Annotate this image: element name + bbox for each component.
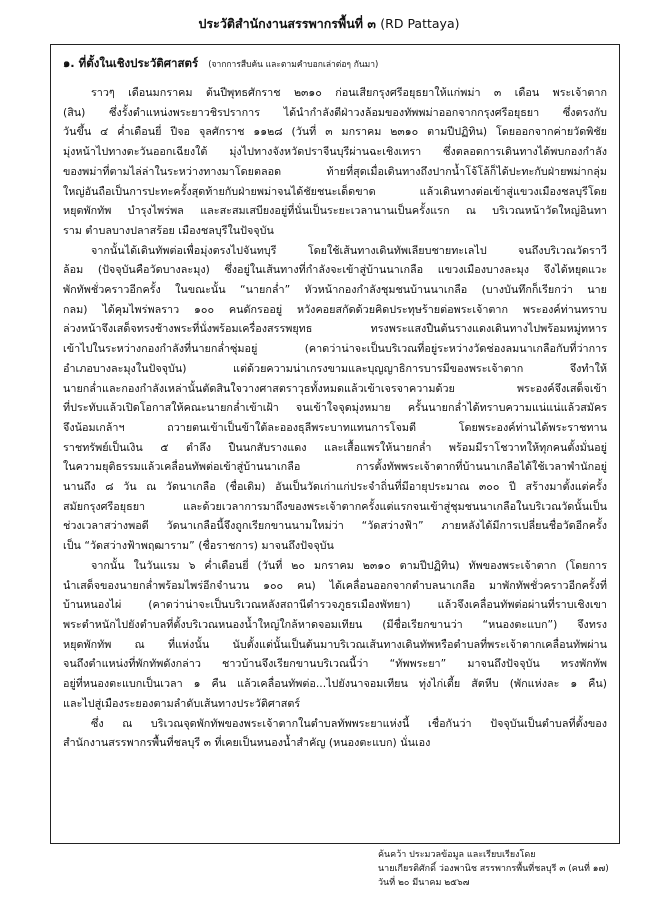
signature-line-3: วันที่ ๒๐ มีนาคม ๒๕๖๗ (378, 878, 470, 888)
source-note: (จากการสืบค้น และตามคำบอกเล่าต่อๆ กันมา) (208, 60, 379, 70)
paragraph-line: ที่ประทับแล้วเปิดโอกาสให้คณะนายกล่ำเข้าเฝ้า จนเข้าใจจุดมุ่งหมาย ครั้นนายกล่ำได้ทราบความแน่แน่แล้วสมัคร (63, 401, 607, 415)
signature-line-2: นายเกียรติศักดิ์ ว่องพานิช สรรพากรพื้นที่ชลบุรี ๓ (คนที่ ๑๗) (378, 864, 609, 874)
title-english: (RD Pattaya) (380, 16, 460, 31)
paragraph-line: ใหญ่อันถือเป็นการปะทะครั้งสุดท้ายกับฝ่ายพม่าจนได้ชัยชนะเด็ดขาด แล้วเดินทางต่อเข้าสู่แขวงเมืองชลบุรีโดย (63, 184, 607, 198)
paragraph-line: จึงน้อมเกล้าฯ ถวายตนเข้าเป็นข้าใต้ละอองธุลีพระบาทแทนการโจมตี โดยพระองค์ท่านได้พระราชทาน (63, 420, 607, 434)
paragraph-line: ล่วงหน้าจึงเสด็จทรงช้างพระที่นั่งพร้อมเครื่องสรรพยุทธ ทรงพระแสงปืนต้นรางแดงเดินทางไปพร้อมหมู่ทหาร (63, 322, 607, 336)
content-box (50, 44, 620, 844)
paragraph-line: วันขึ้น ๔ ค่ำเดือนยี่ ปีจอ จุลศักราช ๑๑๒๘ (วันที่ ๓ มกราคม ๒๓๑๐ ตามปีปฏิทิน) โดยออกจากค่ายวัดพิชัย (63, 125, 607, 139)
paragraph-line: สมัยกรุงศรีอยุธยา และด้วยเวลาการมาถึงของพระเจ้าตากครั้งแต่แรกจนเข้าสู่ชุมชนนาเกลือในบริเวณวัดนั้นเป็น (63, 499, 607, 513)
page-title (0, 14, 658, 34)
paragraph-line: หยุดพักทัพ บำรุงไพร่พล และสะสมเสบียงอยู่ที่นั่นเป็นระยะเวลานานเป็นครั้งแรก ณ บริเวณหน้าวัดใหญ่อินทา (63, 204, 607, 218)
paragraph (63, 83, 607, 241)
paragraph (63, 714, 607, 753)
paragraph-line: นานถึง ๘ วัน ณ วัดนาเกลือ (ชื่อเดิม) อันเป็นวัดเก่าแก่ประจำถิ่นที่มีอายุประมาณ ๓๐๐ ปี สร้างมาตั้งแต่ครั้ง (63, 480, 607, 494)
paragraph-line: (สิน) ซึ่งรั้งตำแหน่งพระยาวชิรปราการ ได้นำกำลังตีฝ่าวงล้อมของทัพพม่าออกจากกรุงศรีอยุธยา ซึ่งตรงกับ (63, 105, 607, 119)
section-heading-text: ๑. ที่ตั้งในเชิงประวัติศาสตร์ (63, 56, 199, 70)
paragraph-line: กลม) ได้คุมไพร่พลราว ๑๐๐ คนดักรออยู่ หวังคอยสกัดด้วยคิดประทุษร้ายต่อพระเจ้าตาก พระองค์ท่านทราบ (63, 302, 607, 316)
paragraph-line: หยุดพักทัพ ณ ที่แห่งนั้น นับตั้งแต่นั้นเป็นต้นมาบริเวณเส้นทางเดินทัพหรือตำบลที่พระเจ้าตากเคลื่อนทัพผ่าน (63, 637, 607, 651)
paragraph (63, 556, 607, 714)
paragraph-line: ซึ่ง ณ บริเวณจุดพักทัพของพระเจ้าตากในตำบลทัพพระยาแห่งนี้ เชื่อกันว่า ปัจจุบันเป็นตำบลที่ตั้งของ (91, 716, 607, 730)
paragraph-line: จากนั้น ในวันแรม ๖ ค่ำเดือนยี่ (วันที่ ๒๐ มกราคม ๒๓๑๐ ตามปีปฏิทิน) ทัพของพระเจ้าตาก (โดยการ (91, 558, 607, 572)
title-thai: ประวัติสำนักงานสรรพากรพื้นที่ ๓ (198, 16, 376, 31)
section-heading (63, 55, 607, 73)
paragraph-line: ในความยุติธรรมแล้วเคลื่อนทัพต่อเข้าสู่บ้านนาเกลือ การตั้งทัพพระเจ้าตากที่บ้านนาเกลือได้ใช้เวลาพำนักอยู่ (63, 460, 607, 474)
paragraph (63, 241, 607, 556)
paragraph-line: ราชทรัพย์เป็นเงิน ๕ ตำลึง ปืนนกสับรางแดง และเสื้อแพรให้นายกล่ำ พร้อมมีราโชวาทให้ทุกคนตั้งมั่นอยู่ (63, 440, 607, 454)
paragraph-line: พระตำหนักไปยังตำบลที่ตั้งบริเวณหนองน้ำใหญ่ใกล้หาดจอมเทียน (มีชื่อเรียกขานว่า “หนองตะแบก”) จึงทรง (63, 617, 607, 631)
paragraph-line: และไปสู่เมืองระยองตามลำดับเส้นทางประวัติศาสตร์ (63, 696, 301, 710)
paragraph-line: พักทัพชั่วคราวอีกครั้ง ในขณะนั้น “นายกล่ำ” หัวหน้ากองกำลังชุมชนบ้านนาเกลือ (บางบันทึกก็เรียกว่า นาย (63, 283, 607, 297)
paragraph-line: จากนั้นได้เดินทัพต่อเพื่อมุ่งตรงไปจันทบุรี โดยใช้เส้นทางเดินทัพเลียบชายทะเลไป จนถึงบริเวณวัดราวี (91, 243, 607, 257)
paragraph-line: จนถึงตำแหน่งที่พักทัพดังกล่าว ชาวบ้านจึงเรียกขานบริเวณนี้ว่า “ทัพพระยา” มาจนถึงปัจจุบัน ทรงพักทัพ (63, 657, 607, 671)
paragraph-line: ของพม่าที่ตามไล่ล่าในระหว่างทางมาโดยตลอด ท้ายที่สุดเมื่อเดินทางถึงปากน้ำโจ้โล้ก็ได้ปะทะกับฝ่ายพม่ากลุ่ม (63, 164, 607, 178)
paragraph-line: อยู่ที่หนองตะแบกเป็นเวลา ๑ คืน แล้วเคลื่อนทัพต่อ...ไปยังนาจอมเทียน ทุ่งไก่เตี้ย สัตหีบ (พักแห่งละ ๑ คืน) (63, 677, 607, 691)
paragraph-line: เป็น “วัดสว่างฟ้าพฤฒาราม” (ชื่อราชการ) มาจนถึงปัจจุบัน (63, 539, 334, 553)
paragraph-line: ราม ตำบลบางปลาสร้อย เมืองชลบุรีในปัจจุบัน (63, 223, 274, 237)
paragraph-line: นำเสด็จของนายกล่ำพร้อมไพร่อีกจำนวน ๑๐๐ คน) ได้เคลื่อนออกจากตำบลนาเกลือ มาพักทัพชั่วคราวอีกครั้งที่ (63, 578, 607, 592)
body-text (63, 83, 607, 753)
paragraph-line: นายกล่ำและกองกำลังเหล่านั้นตัดสินใจวางศาสตราวุธทั้งหมดแล้วเข้าเจรจาความด้วย พระองค์จึงเสด็จเข้า (63, 381, 607, 395)
signature-line-1: ค้นคว้า ประมวลข้อมูล และเรียบเรียงโดย (378, 850, 536, 860)
paragraph-line: มุ่งหน้าไปทางตะวันออกเฉียงใต้ มุ่งไปทางจังหวัดปราจีนบุรีผ่านฉะเชิงเทรา ซึ่งตลอดการเดินทางได้พบกองกำลัง (63, 145, 607, 159)
paragraph-line: ราวๆ เดือนมกราคม ต้นปีพุทธศักราช ๒๓๑๐ ก่อนเสียกรุงศรีอยุธยาให้แก่พม่า ๓ เดือน พระเจ้าตาก (91, 86, 607, 99)
paragraph-line: ช่วงเวลาสว่างพอดี วัดนาเกลือนี้จึงถูกเรียกขานนามใหม่ว่า “วัดสว่างฟ้า” ภายหลังได้มีการเปลี่ยนชื่อวัดอีกครั้ง (63, 519, 607, 533)
paragraph-line: อำเภอบางละมุงในปัจจุบัน) แต่ด้วยความน่าเกรงขามและบุญญาธิการบารมีของพระเจ้าตาก จึงทำให้ (63, 361, 607, 375)
signature-block (378, 848, 609, 890)
paragraph-line: สำนักงานสรรพากรพื้นที่ชลบุรี ๓ ที่เคยเป็นหนองน้ำสำคัญ (หนองตะแบก) นั่นเอง (63, 736, 431, 750)
paragraph-line: บ้านหนองไผ่ (คาดว่าน่าจะเป็นบริเวณหลังสถานีตำรวจภูธรเมืองพัทยา) แล้วจึงเคลื่อนทัพต่อผ่านที่ราบเชิงเขา (63, 598, 607, 612)
paragraph-line: ล้อม (ปัจจุบันคือวัดบางละมุง) ซึ่งอยู่ในเส้นทางที่กำลังจะเข้าสู่บ้านนาเกลือ แขวงเมืองบางละมุง จึงได้หยุดแวะ (63, 263, 607, 277)
paragraph-line: เข้าไปในระหว่างกองกำลังที่นายกล่ำซุ่มอยู่ (คาดว่าน่าจะเป็นบริเวณที่อยู่ระหว่างวัดช่องลมนาเกลือกับที่ว่าการ (63, 342, 607, 356)
